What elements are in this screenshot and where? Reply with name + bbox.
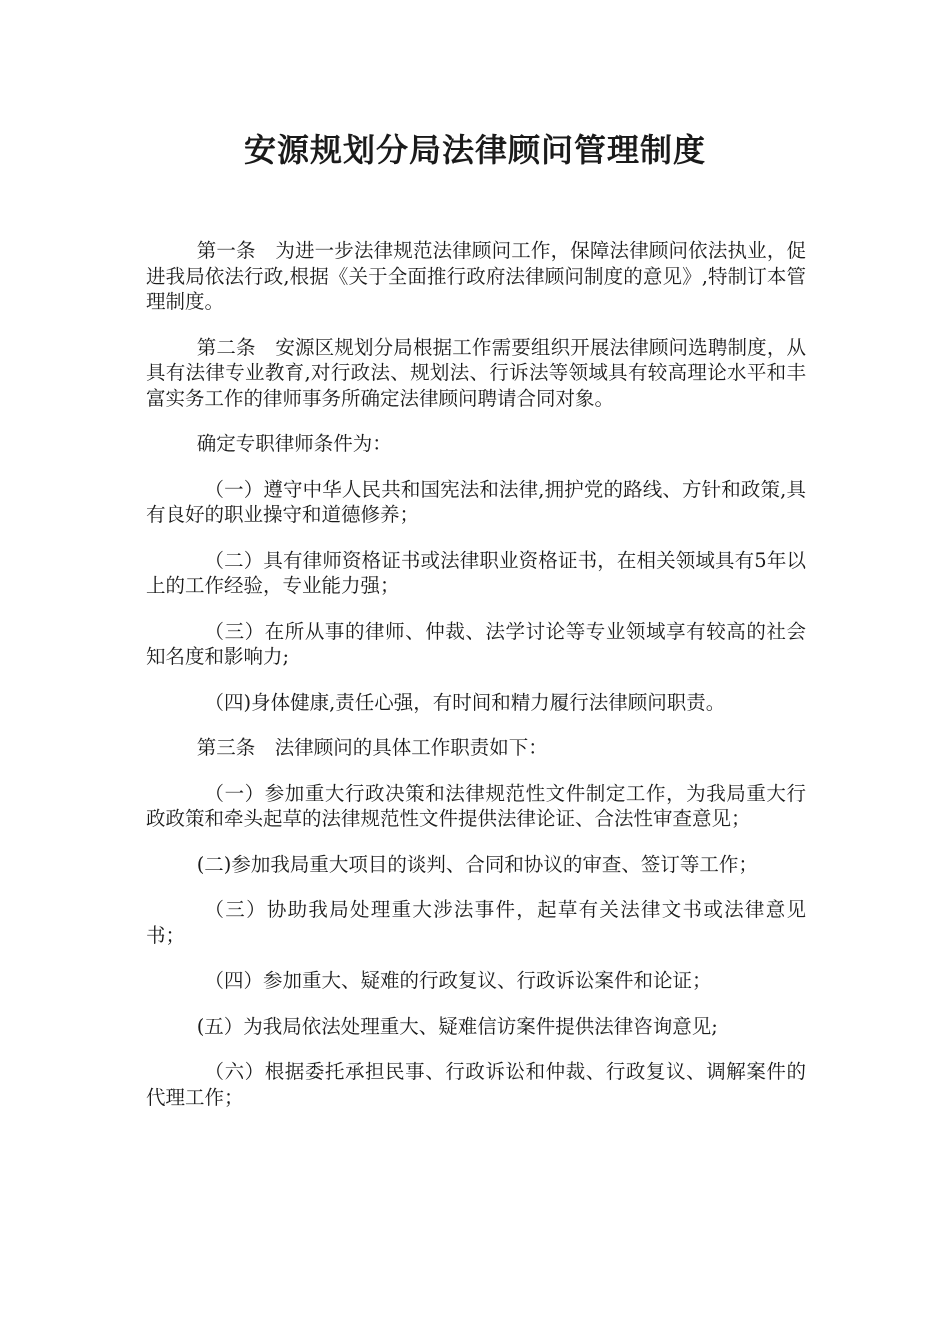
document-body (146, 238, 806, 1130)
duty-item-4: （四）参加重大、疑难的行政复议、行政诉讼案件和论证； (204, 969, 712, 992)
duty-item-3: （三）协助我局处理重大涉法事件，起草有关法律文书或法律意见书； (146, 898, 806, 947)
condition-item-2: （二）具有律师资格证书或法律职业资格证书，在相关领域具有5年以上的工作经验，专业能力强； (146, 548, 806, 597)
condition-item-1: （一）遵守中华人民共和国宪法和法律,拥护党的路线、方针和政策,具有良好的职业操守和道德修养； (146, 477, 806, 526)
condition-item-3: （三）在所从事的律师、仲裁、法学讨论等专业领域享有较高的社会知名度和影响力; (146, 619, 806, 668)
article-1: 第一条 为进一步法律规范法律顾问工作，保障法律顾问依法执业，促进我局依法行政,根据《关于全面推行政府法律顾问制度的意见》,特制订本管理制度。 (146, 239, 806, 313)
duty-item-5: (五）为我局依法处理重大、疑难信访案件提供法律咨询意见; (196, 1014, 718, 1038)
duty-item-2: (二)参加我局重大项目的谈判、合同和协议的审查、签订等工作； (196, 852, 758, 876)
article-3: 第三条 法律顾问的具体工作职责如下： (196, 736, 548, 759)
duty-item-1: （一）参加重大行政决策和法律规范性文件制定工作，为我局重大行政政策和牵头起草的法律规范性文件提供法律论证、合法性审查意见； (146, 781, 806, 830)
lawyer-conditions-heading: 确定专职律师条件为： (196, 432, 392, 455)
document-title: 安源规划分局法律顾问管理制度 (243, 131, 706, 169)
duty-item-6: （六）根据委托承担民事、行政诉讼和仲裁、行政复议、调解案件的代理工作； (146, 1060, 806, 1109)
article-2: 第二条 安源区规划分局根据工作需要组织开展法律顾问选聘制度，从具有法律专业教育,对行政法、规划法、行诉法等领域具有较高理论水平和丰富实务工作的律师事务所确定法律顾问聘请合同对象。 (146, 335, 806, 410)
condition-item-4: （四)身体健康,责任心强，有时间和精力履行法律顾问职责。 (204, 690, 726, 714)
